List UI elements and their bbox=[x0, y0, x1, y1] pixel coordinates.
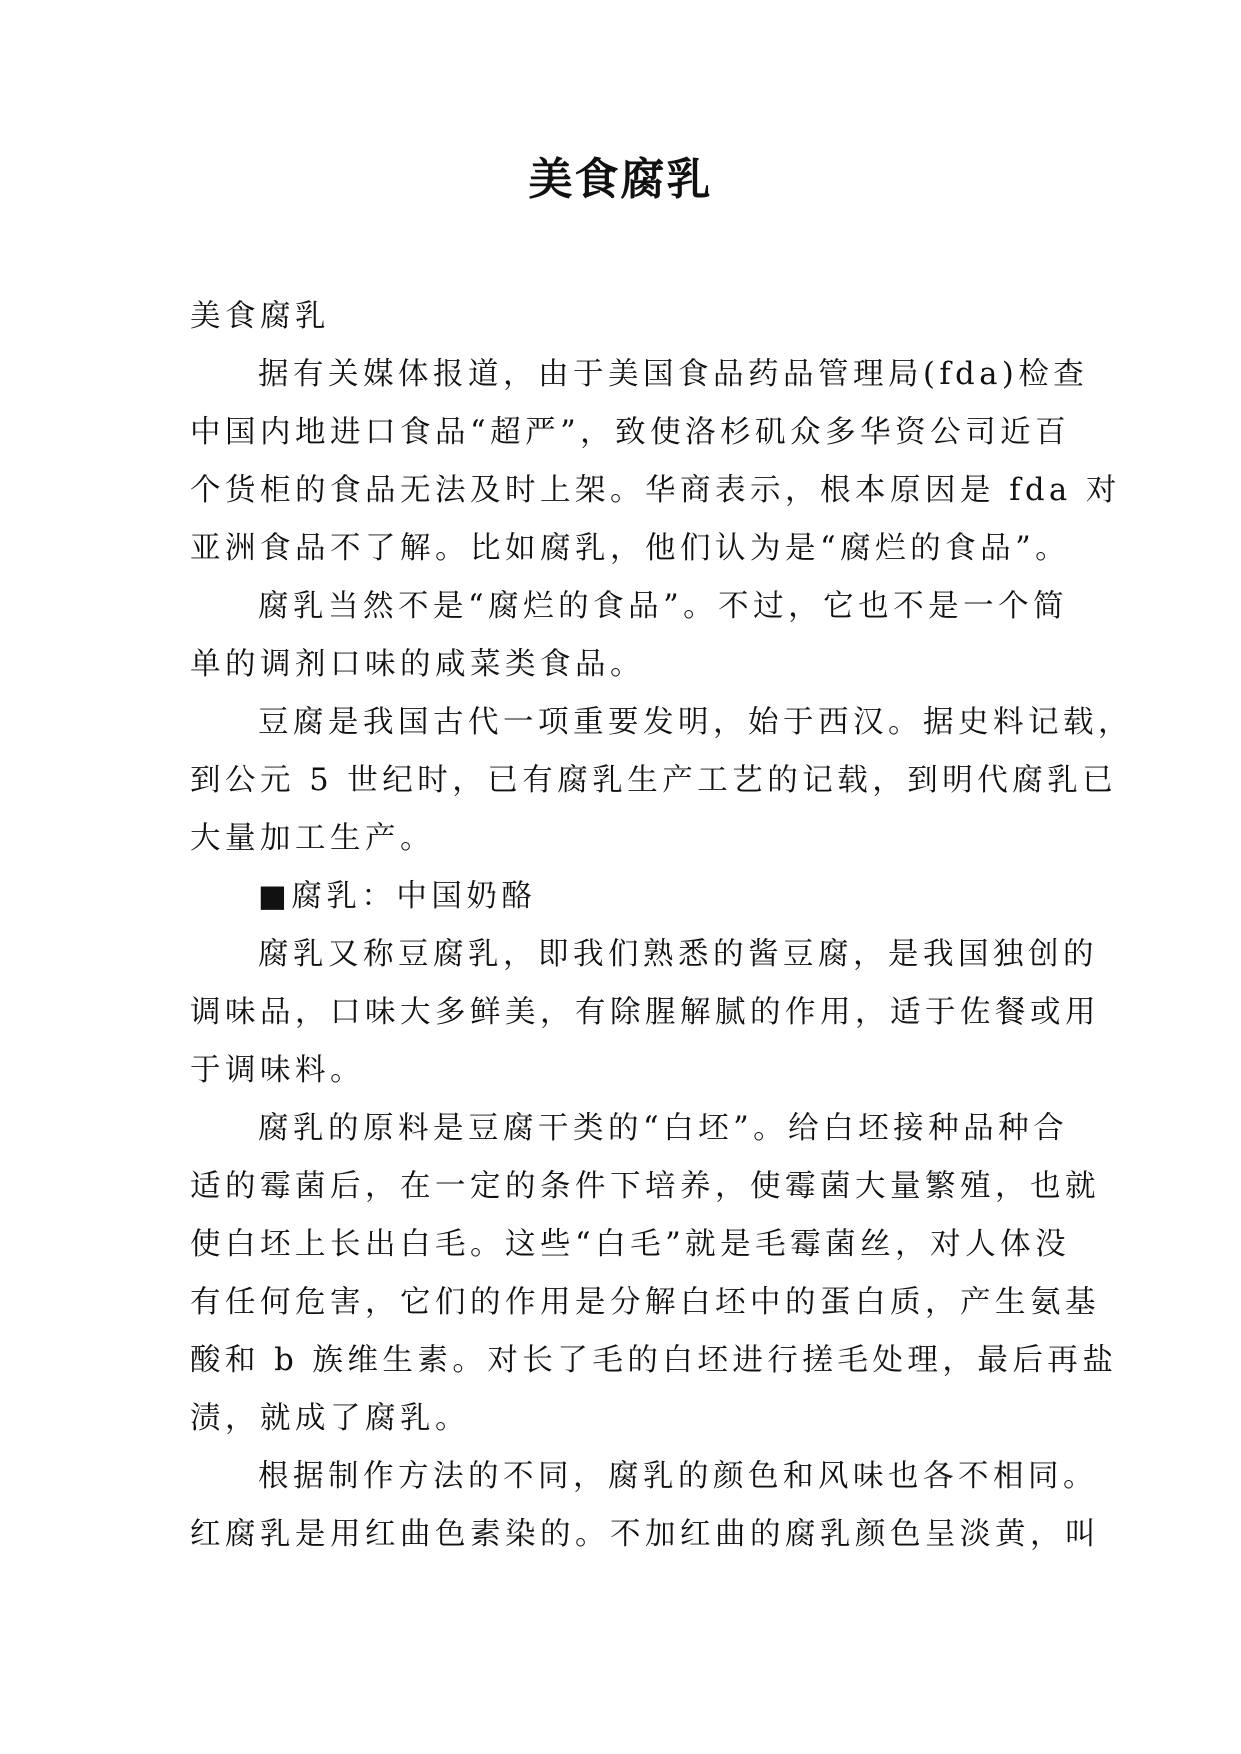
text-line: 腐乳又称豆腐乳，即我们熟悉的酱豆腐，是我国独创的 bbox=[258, 937, 1098, 972]
document-title: 美食腐乳 bbox=[528, 154, 713, 205]
text-line: 调味品，口味大多鲜美，有除腥解腻的作用，适于佐餐或用 bbox=[190, 995, 1100, 1030]
text-line: 于调味料。 bbox=[190, 1053, 365, 1088]
paragraph bbox=[190, 578, 1070, 694]
paragraph bbox=[190, 926, 1100, 1100]
text-line: 适的霉菌后，在一定的条件下培养，使霉菌大量繁殖，也就 bbox=[190, 1169, 1100, 1204]
text-line: 腐乳当然不是“腐烂的食品”。不过，它也不是一个简 bbox=[258, 589, 1069, 624]
text-line: 酸和 b 族维生素。对长了毛的白坯进行搓毛处理，最后再盐 bbox=[190, 1343, 1118, 1378]
text-line: 渍，就成了腐乳。 bbox=[190, 1401, 470, 1436]
text-line: 使白坯上长出白毛。这些“白毛”就是毛霉菌丝，对人体没 bbox=[190, 1227, 1071, 1262]
text-line: 腐乳的原料是豆腐干类的“白坯”。给白坯接种品种合 bbox=[258, 1111, 1069, 1146]
text-line: 红腐乳是用红曲色素染的。不加红曲的腐乳颜色呈淡黄，叫 bbox=[190, 1517, 1100, 1552]
text-line: 到公元 5 世纪时，已有腐乳生产工艺的记载，到明代腐乳已 bbox=[190, 763, 1118, 798]
text-line: 豆腐是我国古代一项重要发明，始于西汉。据史料记载， bbox=[258, 705, 1133, 740]
section-heading bbox=[190, 868, 1070, 926]
text-line: 中国内地进口食品“超严”，致使洛杉矶众多华资公司近百 bbox=[190, 415, 1071, 450]
paragraph bbox=[190, 1100, 1118, 1448]
document-body bbox=[190, 288, 1133, 1564]
text-line: 亚洲食品不了解。比如腐乳，他们认为是“腐烂的食品”。 bbox=[190, 531, 1071, 566]
paragraph bbox=[190, 1448, 1100, 1564]
document-subtitle bbox=[190, 288, 1070, 346]
text-line: ■腐乳：中国奶酪 bbox=[258, 879, 537, 914]
text-line: 美食腐乳 bbox=[190, 299, 330, 334]
paragraph bbox=[190, 694, 1133, 868]
text-line: 个货柜的食品无法及时上架。华商表示，根本原因是 fda 对 bbox=[190, 473, 1121, 508]
text-line: 有任何危害，它们的作用是分解白坯中的蛋白质，产生氨基 bbox=[190, 1285, 1100, 1320]
paragraph bbox=[190, 346, 1121, 578]
text-line: 大量加工生产。 bbox=[190, 821, 435, 856]
text-line: 单的调剂口味的咸菜类食品。 bbox=[190, 647, 645, 682]
text-line: 根据制作方法的不同，腐乳的颜色和风味也各不相同。 bbox=[258, 1459, 1098, 1494]
text-line: 据有关媒体报道，由于美国食品药品管理局(fda)检查 bbox=[258, 357, 1089, 392]
